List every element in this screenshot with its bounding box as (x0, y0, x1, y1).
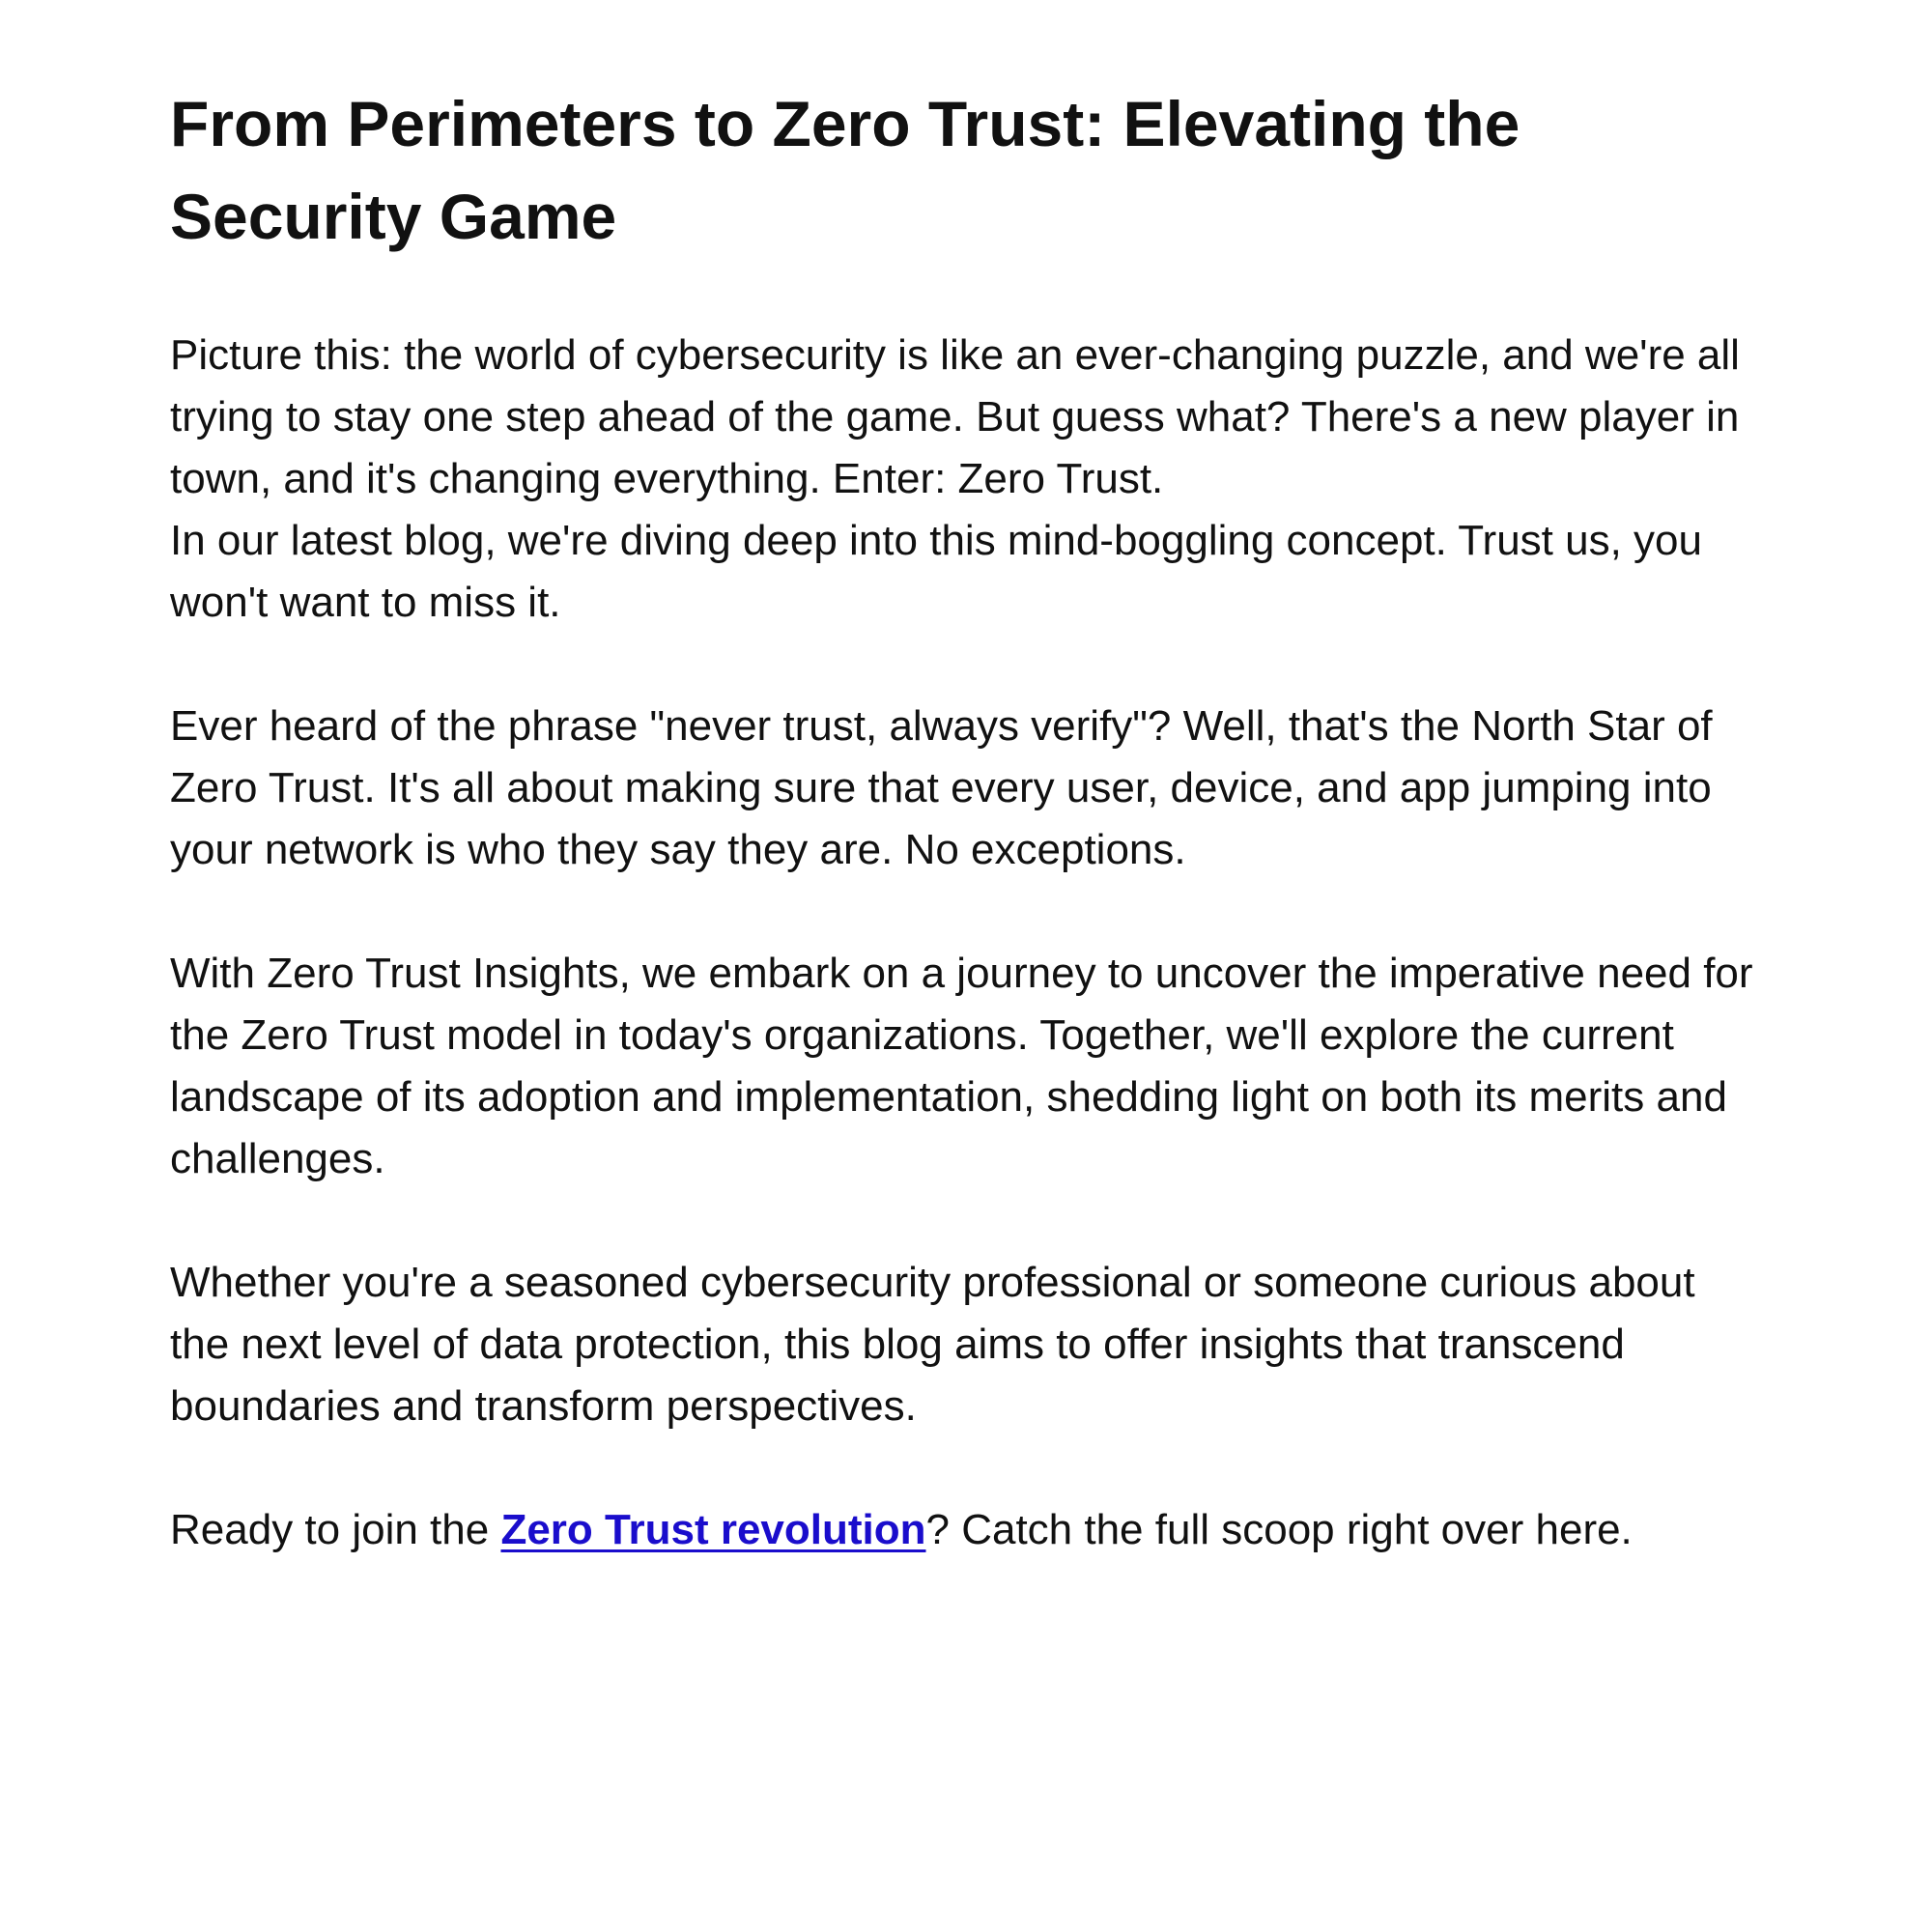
paragraph-spacer (170, 1190, 1754, 1252)
call-to-action-paragraph (170, 1499, 1754, 1561)
cta-text-before: Ready to join the (170, 1506, 501, 1553)
paragraph-spacer (170, 1437, 1754, 1499)
article-title: From Perimeters to Zero Trust: Elevating the Security Game (170, 88, 1520, 252)
intro-paragraph-continued: In our latest blog, we're diving deep into this mind-boggling concept. Trust us, you won't want to miss it. (170, 517, 1702, 626)
intro-paragraph: Picture this: the world of cybersecurity is like an ever-changing puzzle, and we're all trying to stay one step ahead of the game. But guess what? There's a new player in town, and it's changing everything. Enter: Zero Trust. (170, 331, 1740, 502)
never-trust-paragraph: Ever heard of the phrase "never trust, always verify"? Well, that's the North Star of Zero Trust. It's all about making sure that every user, device, and app jumping into your network is who they say they are. No exceptions. (170, 702, 1713, 873)
article (170, 77, 1754, 1561)
paragraph-spacer (170, 881, 1754, 943)
audience-paragraph: Whether you're a seasoned cybersecurity professional or someone curious about the next level of data protection, this blog aims to offer insights that transcend boundaries and transform perspectives. (170, 1259, 1695, 1430)
paragraph-spacer (170, 634, 1754, 696)
intro-section (170, 325, 1754, 634)
cta-text-after: ? Catch the full scoop right over here. (925, 1506, 1633, 1553)
zero-trust-revolution-link[interactable]: Zero Trust revolution (500, 1506, 926, 1553)
insights-paragraph: With Zero Trust Insights, we embark on a journey to uncover the imperative need for the Zero Trust model in today's organizations. Together, we'll explore the current landscape of its adoption and implementation, shedding light on both its merits and challenges. (170, 950, 1753, 1182)
